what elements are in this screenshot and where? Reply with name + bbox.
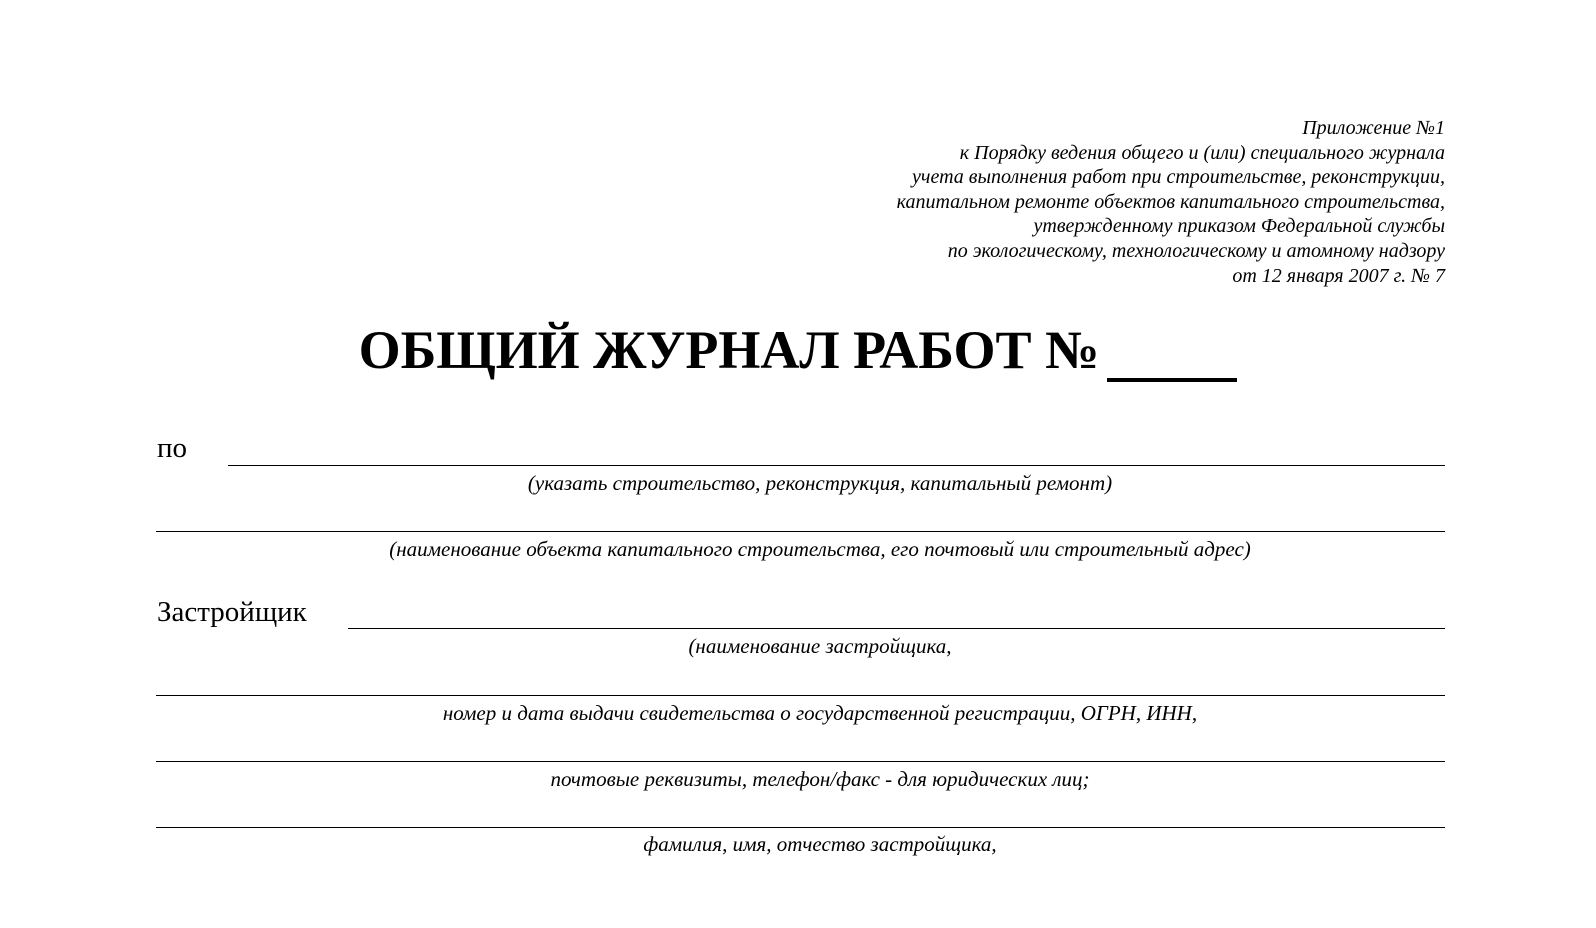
- appendix-line: по экологическому, технологическому и атомному надзору: [947, 239, 1445, 262]
- developer-contacts-caption: почтовые реквизиты, телефон/факс - для юридических лиц;: [550, 767, 1090, 791]
- developer-field-line[interactable]: [348, 628, 1445, 629]
- appendix-line: утвержденному приказом Федеральной службы: [1033, 215, 1445, 238]
- appendix-line: от 12 января 2007 г. № 7: [1232, 264, 1445, 287]
- object-name-field-line[interactable]: [156, 531, 1445, 532]
- work-type-caption: (указать строительство, реконструкция, капитальный ремонт): [527, 471, 1113, 495]
- appendix-line: к Порядку ведения общего и (или) специального журнала: [959, 141, 1445, 164]
- appendix-line: капитальном ремонте объектов капитального строительства,: [896, 190, 1445, 213]
- appendix-line: учета выполнения работ при строительстве, реконструкции,: [912, 166, 1445, 189]
- developer-person-field-line[interactable]: [156, 827, 1445, 828]
- developer-label: Застройщик: [157, 596, 307, 628]
- appendix-line: Приложение №1: [1302, 117, 1445, 139]
- work-type-field-line[interactable]: [228, 465, 1445, 466]
- po-label: по: [157, 432, 188, 464]
- developer-contacts-field-line[interactable]: [156, 761, 1445, 762]
- journal-number-blank[interactable]: [1107, 320, 1237, 382]
- developer-person-caption: фамилия, имя, отчество застройщика,: [643, 832, 997, 856]
- document-title: [0, 318, 1596, 382]
- developer-registration-field-line[interactable]: [156, 695, 1445, 696]
- appendix-reference: [897, 116, 1445, 288]
- developer-registration-caption: номер и дата выдачи свидетельства о государственной регистрации, ОГРН, ИНН,: [442, 701, 1198, 725]
- object-name-caption: (наименование объекта капитального строительства, его почтовый или строительный адрес): [389, 537, 1251, 561]
- developer-caption: (наименование застройщика,: [688, 634, 952, 658]
- document-title-text: ОБЩИЙ ЖУРНАЛ РАБОТ №: [358, 320, 1100, 380]
